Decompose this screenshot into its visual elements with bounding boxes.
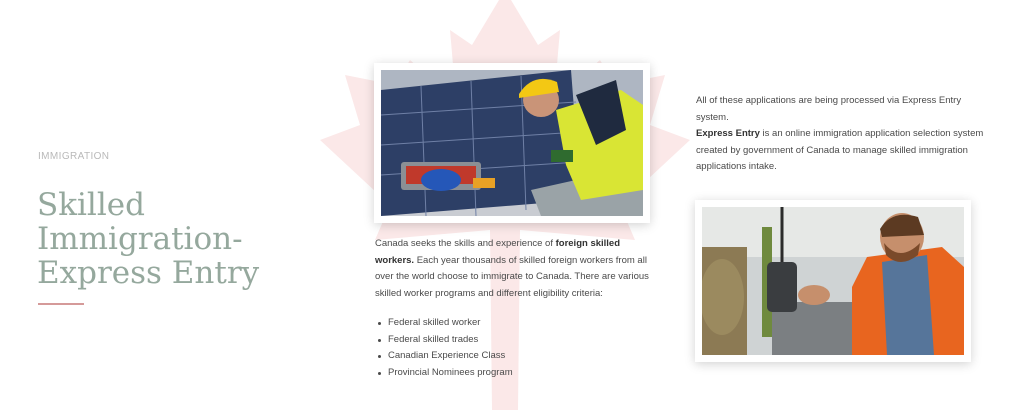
express-entry-intro: All of these applications are being processed via Express Entry system. [696, 95, 962, 123]
list-item: Federal skilled worker [375, 315, 513, 332]
list-item: Provincial Nominees program [375, 365, 513, 382]
solar-installer-photo [374, 63, 650, 223]
programs-list [375, 315, 513, 381]
express-entry-description: is an online immigration application selection system created by government of Canada to manage skilled immigration applications intake. [696, 128, 984, 172]
express-entry-term: Express Entry [696, 128, 760, 139]
trades-worker-photo [695, 200, 971, 362]
title-underline [38, 303, 84, 305]
express-entry-paragraph [696, 93, 986, 176]
page-title: Skilled Immigration- Express Entry [37, 187, 260, 291]
list-item: Canadian Experience Class [375, 348, 513, 365]
list-item: Federal skilled trades [375, 332, 513, 349]
intro-paragraph [375, 236, 655, 302]
section-label: IMMIGRATION [38, 151, 110, 162]
intro-body: Each year thousands of skilled foreign workers from all over the world choose to immigrate to Canada. There are various skilled worker programs and different eligibility criteria: [375, 254, 649, 299]
intro-highlight: foreign skilled workers. [375, 238, 621, 266]
intro-lead: Canada seeks the skills and experience of [375, 238, 556, 249]
